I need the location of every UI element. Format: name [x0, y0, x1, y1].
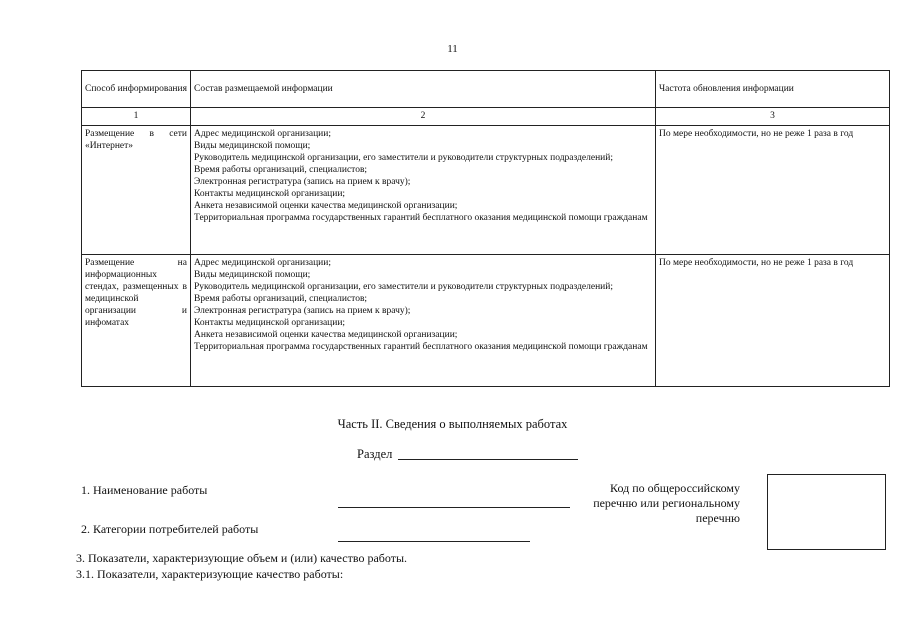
- code-box: [767, 474, 886, 550]
- content-cell: [191, 255, 656, 387]
- info-item: Территориальная программа государственных гарантий бесплатного оказания медицинской помощи гражданам: [194, 342, 648, 352]
- info-item: Контакты медицинской организации;: [194, 318, 346, 328]
- info-item: Время работы организаций, специалистов;: [194, 294, 368, 304]
- work-name-label: 1. Наименование работы: [81, 483, 208, 497]
- content-cell: [191, 126, 656, 255]
- work-name-blank-line: [338, 507, 570, 508]
- consumers-blank-line: [338, 541, 530, 542]
- consumers-label: 2. Категории потребителей работы: [81, 522, 259, 536]
- info-item: Время работы организаций, специалистов;: [194, 165, 368, 175]
- info-item: Адрес медицинской организации;: [194, 258, 331, 268]
- info-item: Виды медицинской помощи;: [194, 270, 311, 280]
- table-row: [82, 126, 890, 255]
- quality-label: 3.1. Показатели, характеризующие качество работы:: [76, 567, 344, 581]
- table-row: [82, 255, 890, 387]
- info-item: Руководитель медицинской организации, его заместители и руководители структурных подразделений;: [194, 282, 613, 292]
- column-number: 2: [191, 108, 656, 126]
- indicators-label: 3. Показатели, характеризующие объем и (или) качество работы.: [76, 551, 408, 565]
- frequency-cell: По мере необходимости, но не реже 1 раза в год: [656, 126, 890, 255]
- method-cell: Размещение на информационных стендах, размещенных в медицинской организации и инфоматах: [82, 255, 191, 387]
- code-label: Код по общероссийскому перечню или региональному перечню: [593, 481, 740, 525]
- info-item: Контакты медицинской организации;: [194, 189, 346, 199]
- method-cell: Размещение в сети «Интернет»: [82, 126, 191, 255]
- header-method: Способ информирования: [82, 71, 191, 108]
- section-blank-line: [398, 459, 578, 460]
- info-item: Территориальная программа государственных гарантий бесплатного оказания медицинской помощи гражданам: [194, 213, 648, 223]
- info-item: Виды медицинской помощи;: [194, 141, 311, 151]
- column-number: 1: [82, 108, 191, 126]
- column-number: 3: [656, 108, 890, 126]
- header-content: Состав размещаемой информации: [191, 71, 656, 108]
- information-table: [81, 70, 890, 387]
- info-item: Адрес медицинской организации;: [194, 129, 331, 139]
- info-item: Электронная регистратура (запись на прием к врачу);: [194, 177, 411, 187]
- column-number-row: [82, 108, 890, 126]
- section-label: Раздел: [357, 447, 393, 461]
- info-item: Анкета независимой оценки качества медицинской организации;: [194, 201, 458, 211]
- page-number: 11: [447, 43, 458, 55]
- info-item: Анкета независимой оценки качества медицинской организации;: [194, 330, 458, 340]
- frequency-cell: По мере необходимости, но не реже 1 раза в год: [656, 255, 890, 387]
- info-item: Руководитель медицинской организации, его заместители и руководители структурных подразделений;: [194, 153, 613, 163]
- header-frequency: Частота обновления информации: [656, 71, 890, 108]
- part-title: Часть II. Сведения о выполняемых работах: [337, 417, 568, 431]
- info-item: Электронная регистратура (запись на прием к врачу);: [194, 306, 411, 316]
- table-header-row: [82, 71, 890, 108]
